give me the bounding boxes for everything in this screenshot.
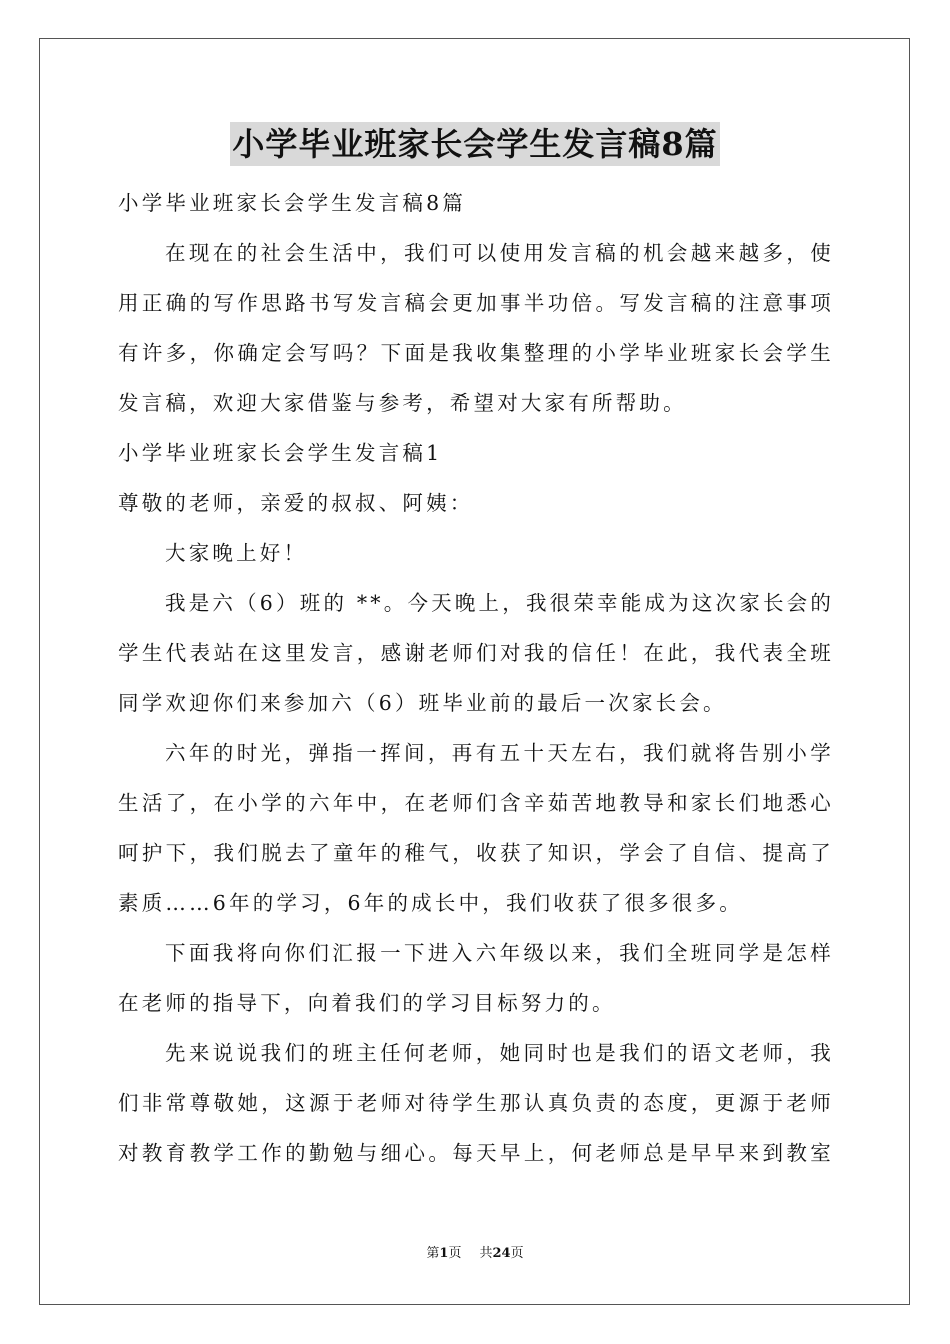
paragraph-line: 在老师的指导下，向着我们的学习目标努力的。 <box>118 991 616 1015</box>
total-label-suffix: 页 <box>510 1246 524 1261</box>
paragraph-line: 我是六（6）班的 **。今天晚上，我很荣幸能成为这次家长会的 <box>165 591 835 615</box>
paragraph-line: 们非常尊敬她，这源于老师对待学生那认真负责的态度，更源于老师 <box>118 1091 834 1115</box>
total-pages: 24 <box>492 1246 511 1261</box>
paragraph-line: 对教育教学工作的勤勉与细心。每天早上，何老师总是早早来到教室 <box>118 1141 834 1165</box>
paragraph-line: 下面我将向你们汇报一下进入六年级以来，我们全班同学是怎样 <box>165 941 834 965</box>
paragraph-line: 在现在的社会生活中，我们可以使用发言稿的机会越来越多，使 <box>165 241 834 265</box>
page-footer <box>0 1244 950 1264</box>
salutation: 尊敬的老师，亲爱的叔叔、阿姨： <box>118 491 474 515</box>
paragraph-line: 用正确的写作思路书写发言稿会更加事半功倍。写发言稿的注意事项 <box>118 291 834 315</box>
title-container <box>0 122 950 166</box>
paragraph-line: 素质……6年的学习，6年的成长中，我们收获了很多很多。 <box>118 891 743 915</box>
subtitle-line: 小学毕业班家长会学生发言稿8篇 <box>118 191 467 215</box>
document-title: 小学毕业班家长会学生发言稿8篇 <box>230 122 719 166</box>
greeting: 大家晚上好！ <box>165 541 308 565</box>
section-heading: 小学毕业班家长会学生发言稿1 <box>118 441 443 465</box>
paragraph-line: 呵护下，我们脱去了童年的稚气，收获了知识，学会了自信、提高了 <box>118 841 834 865</box>
total-label-prefix: 共 <box>479 1246 493 1261</box>
paragraph-line: 生活了，在小学的六年中，在老师们含辛茹苦地教导和家长们地悉心 <box>118 791 834 815</box>
paragraph-line: 有许多，你确定会写吗？下面是我收集整理的小学毕业班家长会学生 <box>118 341 834 365</box>
paragraph-line: 同学欢迎你们来参加六（6）班毕业前的最后一次家长会。 <box>118 691 727 715</box>
page-number: 1 <box>439 1246 449 1261</box>
document-body <box>118 178 834 1178</box>
paragraph-line: 先来说说我们的班主任何老师，她同时也是我们的语文老师，我 <box>165 1041 834 1065</box>
paragraph-line: 六年的时光，弹指一挥间，再有五十天左右，我们就将告别小学 <box>165 741 834 765</box>
page-label-suffix: 页 <box>448 1246 462 1261</box>
paragraph-line: 学生代表站在这里发言，感谢老师们对我的信任！在此，我代表全班 <box>118 641 834 665</box>
paragraph-line: 发言稿，欢迎大家借鉴与参考，希望对大家有所帮助。 <box>118 391 687 415</box>
page-label-prefix: 第 <box>426 1246 440 1261</box>
